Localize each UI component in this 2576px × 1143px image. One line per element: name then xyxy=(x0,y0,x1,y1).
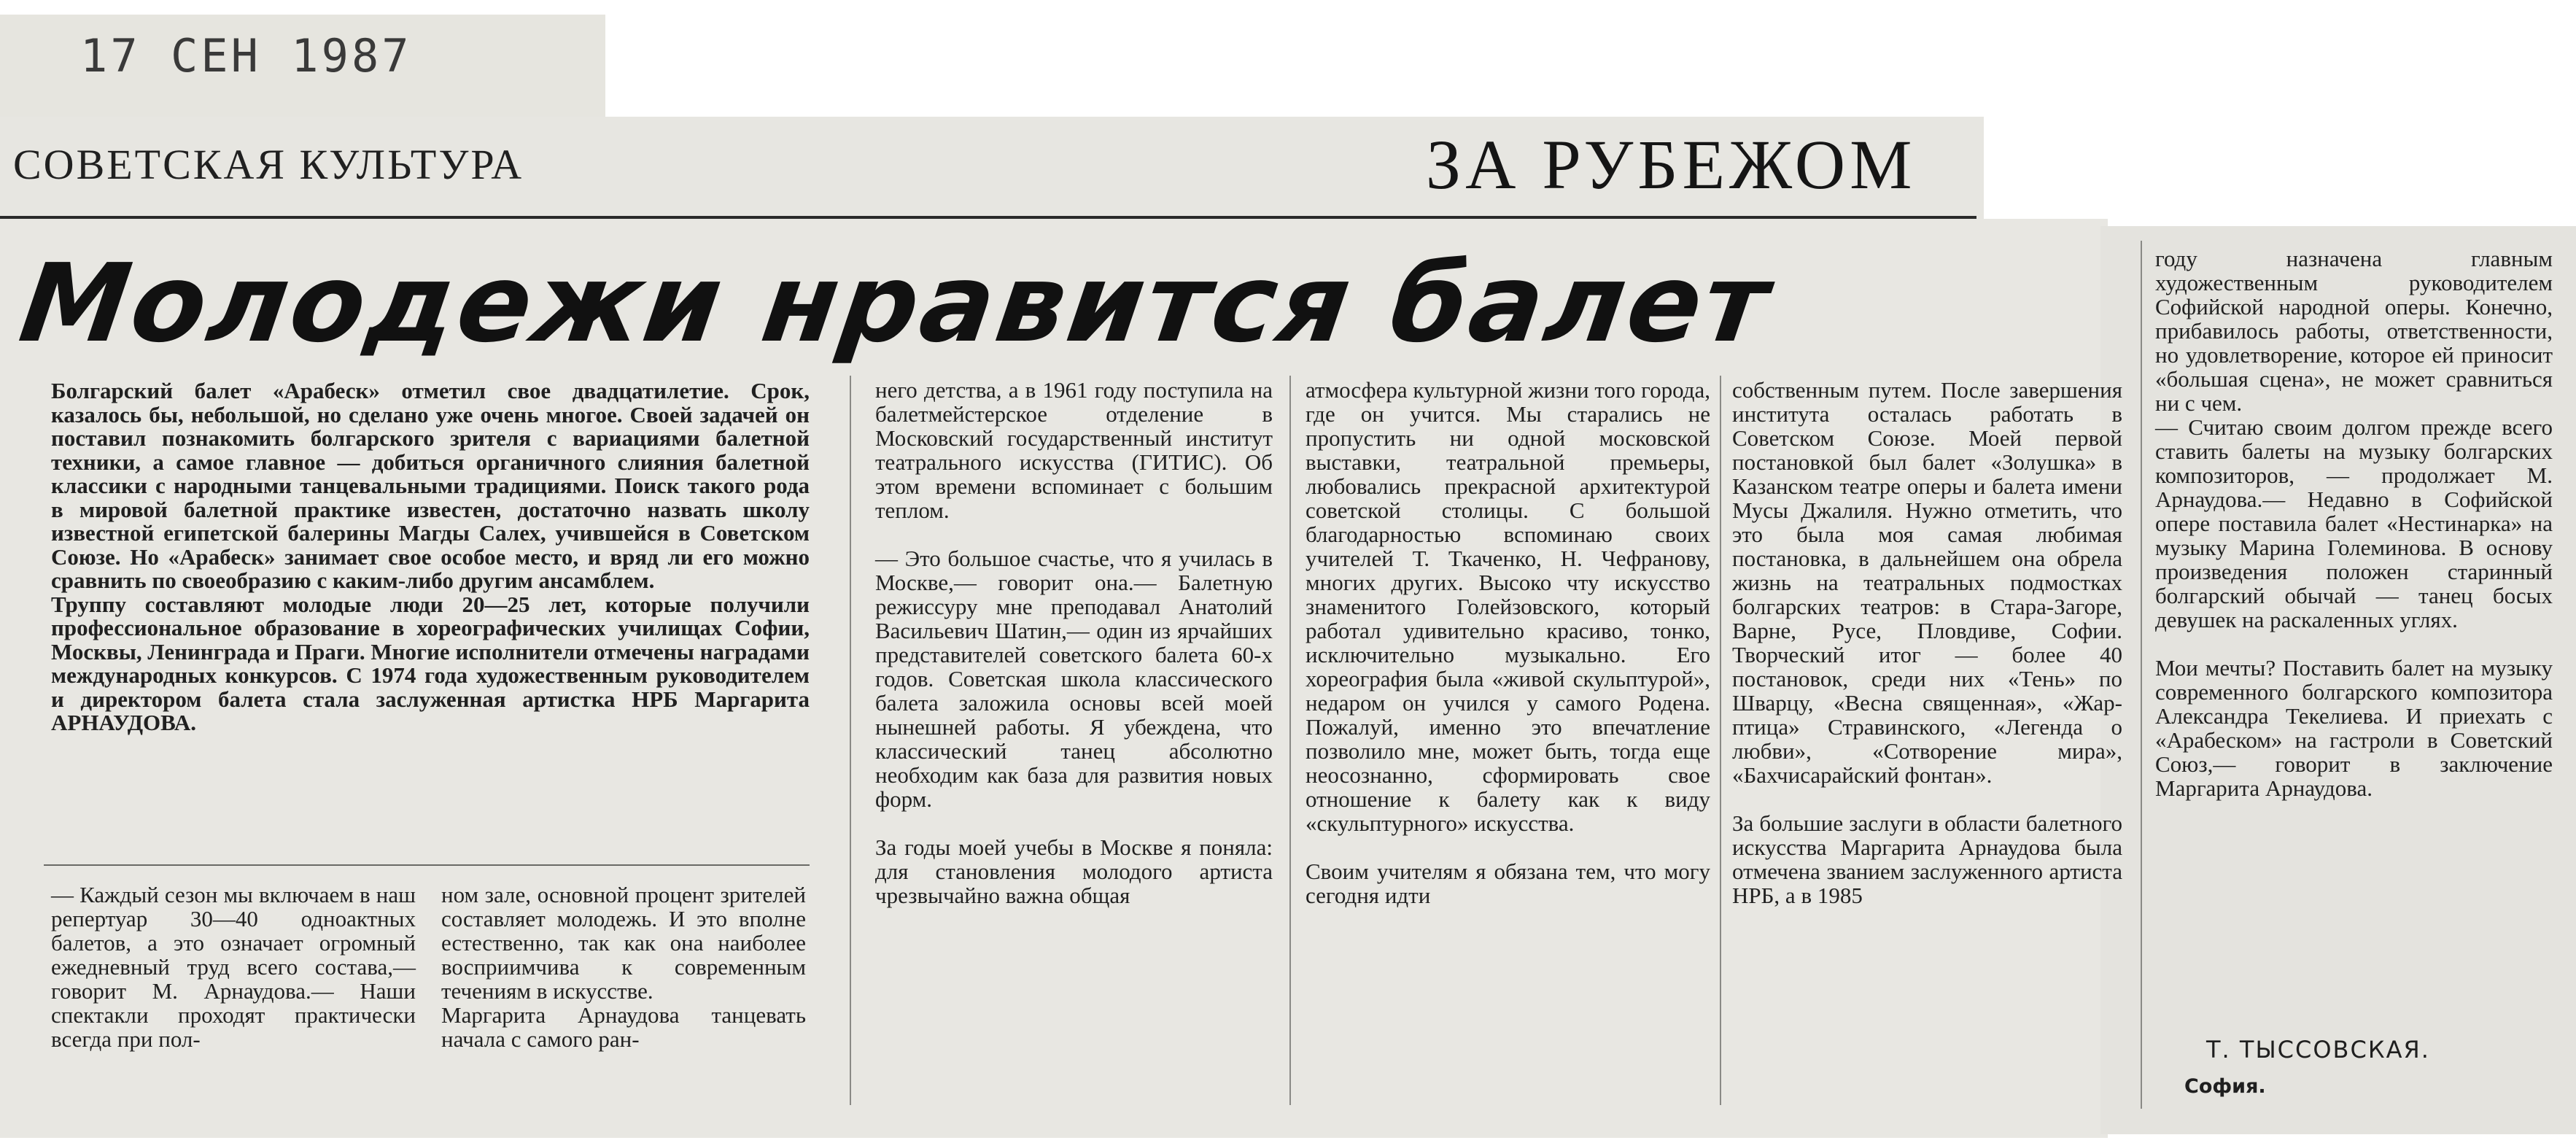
header-rule xyxy=(0,216,1976,219)
article-column-6: году назначена главным художественным руководителем Софийской народной оперы. Конечно, прибавилось работы, ответственности, но удовлетворение, которое ей приносит «большая сцена», не может сравниться ни с чем. — Считаю своим долгом прежде всего ставить балеты на музыку болгарских композиторов, — продолжает М. Арнаудова.— Недавно в Софийской опере поставила балет «Нестинарка» на музыку Марина Големинова. В основу произведения положен старинный болгарский обычай — танец босых девушек на раскаленных углях. Мои мечты? Поставить балет на музыку современного болгарского композитора Александра Текелиева. И приехать с «Арабеском» на гастроли в Советский Союз,— говорит в заключение Маргарита Арнаудова. xyxy=(2155,246,2553,801)
article-column-4: атмосфера культурной жизни того города, где он учится. Мы старались не пропустить ни одной московской выставки, театральной премьеры, любовались прекрасной архитектурой советской столицы. С большой благодарностью вспоминаю своих учителей Т. Ткаченко, Н. Чефранову, многих других. Высоко чту искусство знаменитого Голейзовского, который работал удивительно красиво, тонко, исключительно музыкально. Его хореография была «живой скульптурой», недаром он учился у самого Родена. Пожалуй, именно это впечатление позволило мне, может быть, тогда еще неосознанно, сформировать свое отношение к балету как к виду «скульптурного» искусства. Своим учителям я обязана тем, что могу сегодня идти xyxy=(1306,377,1710,908)
date-stamp: 17 СЕН 1987 xyxy=(80,29,412,82)
column-divider xyxy=(850,376,851,1105)
author-signature: Т. ТЫССОВСКАЯ. xyxy=(2206,1036,2430,1063)
article-column-2: ном зале, основной процент зрителей составляет молодежь. И это вполне естественно, так как она наиболее восприимчива к современным течениям в искусстве. Маргарита Арнаудова танцевать начала с самого ран- xyxy=(441,882,806,1052)
article-column-1: — Каждый сезон мы включаем в наш репертуар 30—40 одноактных балетов, а это означает огромный ежедневный труд всего состава,—говорит М. Арнаудова.— Наши спектакли проходят практически всегда при пол- xyxy=(51,882,416,1052)
section-rubric: ЗА РУБЕЖОМ xyxy=(1426,125,1917,204)
column-divider xyxy=(2141,241,2142,1109)
newspaper-masthead: СОВЕТСКАЯ КУЛЬТУРА xyxy=(13,141,524,188)
article-column-5: собственным путем. После завершения института осталась работать в Советском Союзе. Моей первой постановкой был балет «Золушка» в Казанском театре оперы и балета имени Мусы Джалиля. Нужно отметить, что это была моя самая любимая постановка, в дальнейшем она обрела жизнь на театральных подмостках болгарских театров: в Стара-Загоре, Варне, Русе, Пловдиве, Софии. Творческий итог — более 40 постановок, среди них «Тень» по Шварцу, «Весна священная», «Жар-птица» Стравинского, «Легенда о любви», «Сотворение мира», «Бахчисарайский фонтан». За большие заслуги в области балетного искусства Маргарита Арнаудова была отмечена званием заслуженного артиста НРБ, а в 1985 xyxy=(1732,377,2122,908)
lead-divider xyxy=(44,864,810,866)
article-headline: Молодежи нравится балет xyxy=(12,241,1779,366)
column-divider xyxy=(1720,376,1721,1105)
article-lead: Болгарский балет «Арабеск» отметил свое двадцатилетие. Срок, казалось бы, небольшой, но сделано уже очень многое. Своей задачей он поставил познакомить болгарского зрителя с вариациями балетной техники, а самое главное — добиться органичного слияния балетной классики с народными танцевальными традициями. Поиск такого рода в мировой балетной практике известен, достаточно назвать школу известной египетской балерины Магды Салех, учившейся в Советском Союзе. Но «Арабеск» занимает свое особое место, и вряд ли его можно сравнить по своеобразию с каким-либо другим ансамблем. Труппу составляют молодые люди 20—25 лет, которые получили профессиональное образование в хореографических училищах Софии, Москвы, Ленинграда и Праги. Многие исполнители отмечены наградами международных конкурсов. С 1974 года художественным руководителем и директором балета стала заслуженная артистка НРБ Маргарита АРНАУДОВА. xyxy=(51,378,810,735)
article-column-3: него детства, а в 1961 году поступила на балетмейстерское отделение в Московский государственный институт театрального искусства (ГИТИС). Об этом времени вспоминает с большим теплом. — Это большое счастье, что я училась в Москве,— говорит она.— Балетную режиссуру мне преподавал Анатолий Васильевич Шатин,— один из ярчайших представителей советского балета 60-х годов. Советская школа классического балета заложила основы всей моей нынешней работы. Я убеждена, что классический танец абсолютно необходим как база для развития новых форм. За годы моей учебы в Москве я поняла: для становления молодого артиста чрезвычайно важна общая xyxy=(875,377,1273,908)
column-divider xyxy=(1289,376,1291,1105)
dateline-city: София. xyxy=(2184,1075,2266,1098)
